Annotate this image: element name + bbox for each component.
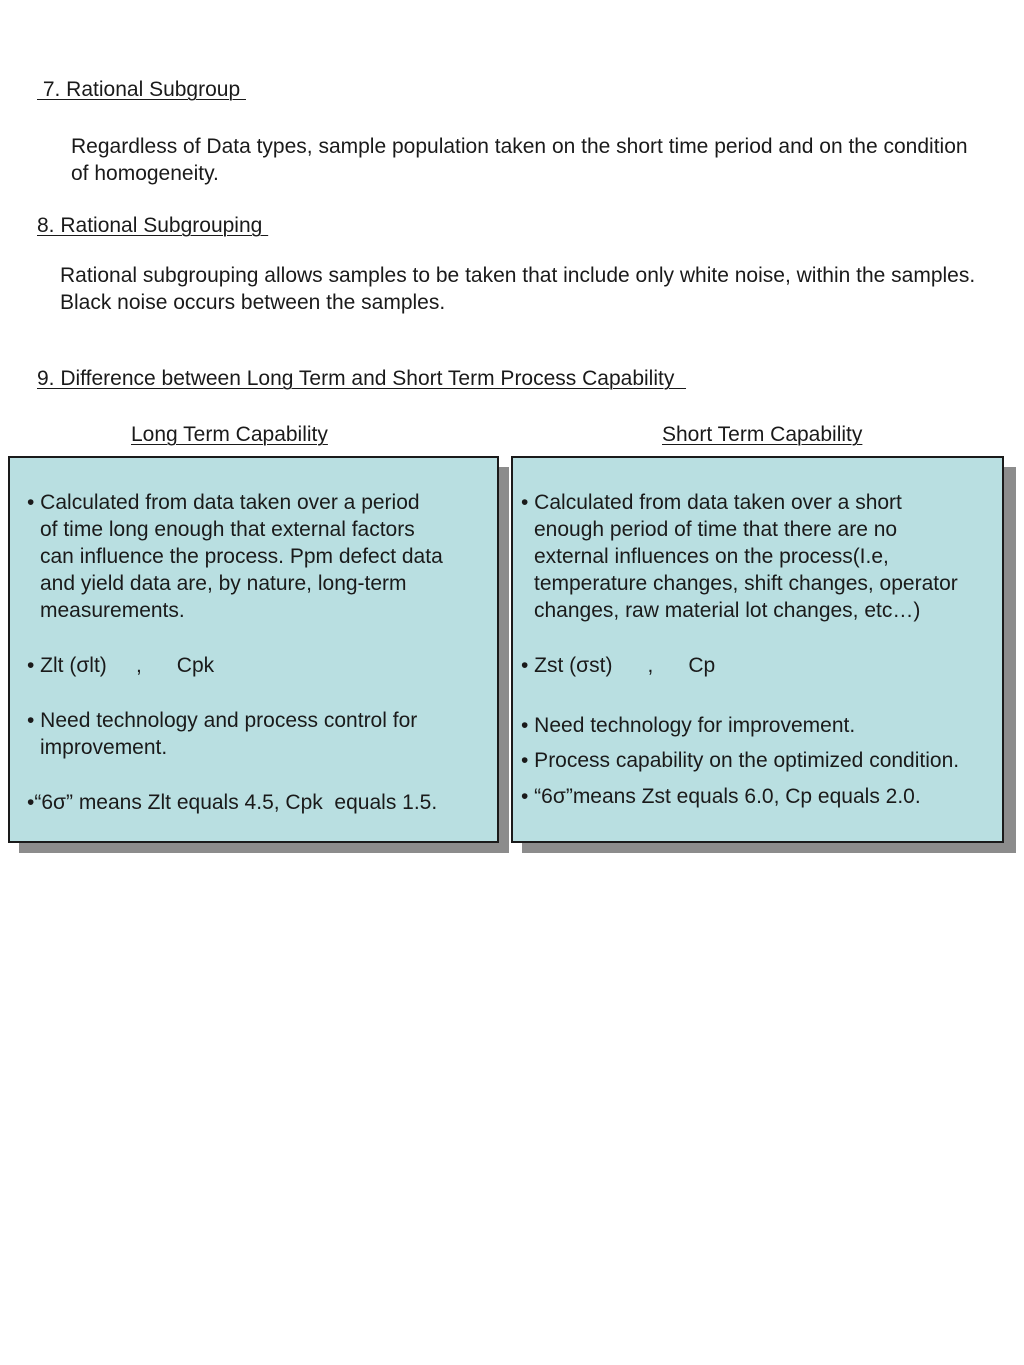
long-term-item-calculated-line-3: can influence the process. Ppm defect data [40,545,443,568]
short-term-item-calculated-line-1: • Calculated from data taken over a short [521,491,902,514]
section-8-body: Rational subgrouping allows samples to be taken that include only white noise, within the samples. Black noise occurs between the samples. [60,264,976,314]
short-term-item-optimized: • Process capability on the optimized condition. [521,749,960,772]
section-8-heading: 8. Rational Subgrouping [37,214,269,237]
long-term-item-need-line-1: • Need technology and process control for [27,709,418,732]
long-term-box [8,456,499,843]
short-term-item-metrics: • Zst (σst) , Cp [521,654,716,677]
long-term-item-calculated-line-5: measurements. [40,599,185,622]
long-term-item-calculated-line-1: • Calculated from data taken over a period [27,491,420,514]
section-9-heading: 9. Difference between Long Term and Short Term Process Capability [37,367,687,390]
short-term-item-calculated-line-3: external influences on the process(I.e, [534,545,889,568]
section-7-body: Regardless of Data types, sample population taken on the short time period and on the condition of homogeneity. [71,135,968,185]
section-7-heading: 7. Rational Subgroup [37,78,246,101]
short-term-item-calculated-line-4: temperature changes, shift changes, operator [534,572,958,595]
long-term-item-metrics: • Zlt (σlt) , Cpk [27,654,215,677]
short-term-box [511,456,1004,843]
long-term-item-need-line-2: improvement. [40,736,168,759]
short-term-title: Short Term Capability [662,423,863,446]
long-term-item-six-sigma: •“6σ” means Zlt equals 4.5, Cpk equals 1.5. [27,791,438,814]
long-term-item-calculated-line-4: and yield data are, by nature, long-term [40,572,407,595]
short-term-item-calculated-line-5: changes, raw material lot changes, etc…) [534,599,921,622]
short-term-item-need: • Need technology for improvement. [521,714,856,737]
short-term-item-calculated-line-2: enough period of time that there are no [534,518,898,541]
long-term-title: Long Term Capability [131,423,328,446]
short-term-item-six-sigma: • “6σ”means Zst equals 6.0, Cp equals 2.0. [521,785,921,808]
long-term-item-calculated-line-2: of time long enough that external factors [40,518,415,541]
